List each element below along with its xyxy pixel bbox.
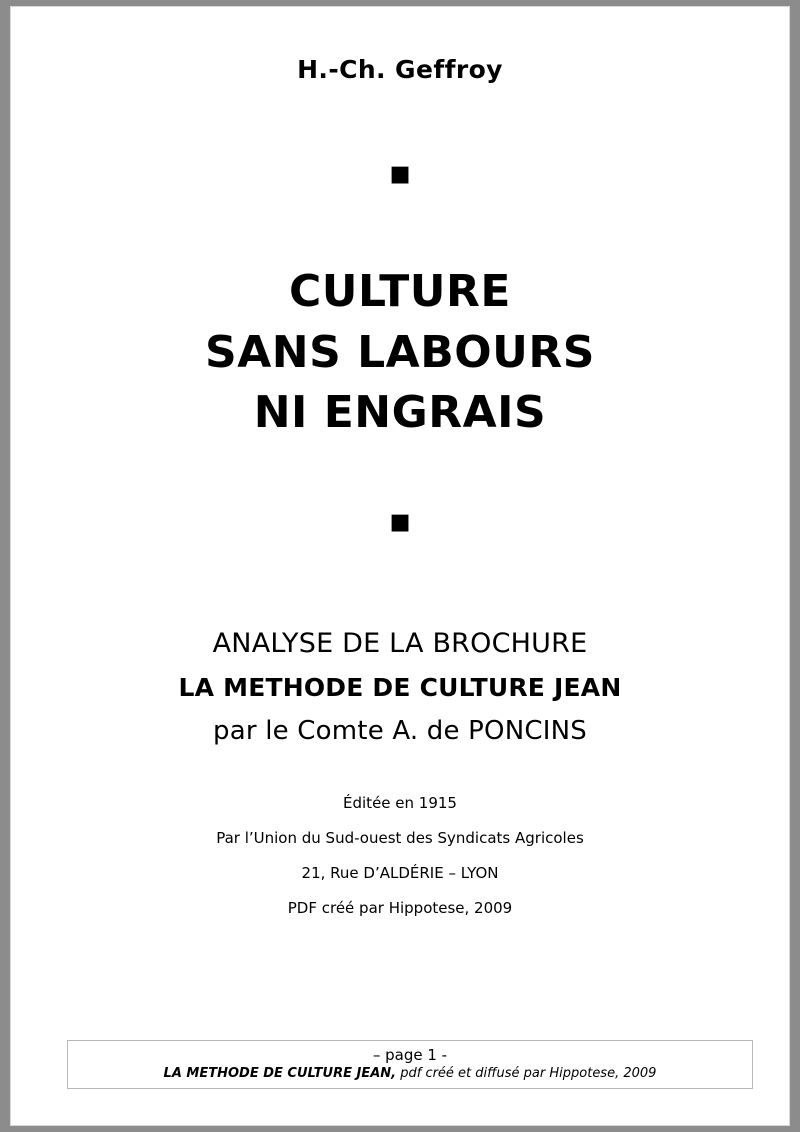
document-content bbox=[11, 7, 789, 917]
footer-source bbox=[74, 1066, 746, 1081]
imprint-block bbox=[11, 794, 789, 917]
page-title-line-3: NI ENGRAIS bbox=[253, 387, 547, 439]
page-title bbox=[11, 262, 789, 444]
subtitle-brochure-title: LA METHODE DE CULTURE JEAN bbox=[178, 673, 622, 703]
separator-dot-bottom: ▪ bbox=[388, 501, 412, 542]
subtitle-analysis-label: ANALYSE DE LA BROCHURE bbox=[212, 628, 588, 660]
imprint-line-year: Éditée en 1915 bbox=[343, 794, 457, 813]
imprint-line-publisher: Par l’Union du Sud-ouest des Syndicats Agricoles bbox=[216, 829, 584, 848]
imprint-line-pdf-credit: PDF créé par Hippotese, 2009 bbox=[287, 899, 513, 918]
page-footer bbox=[67, 1040, 753, 1089]
document-page bbox=[11, 7, 789, 1125]
footer-page-number: – page 1 - bbox=[372, 1046, 448, 1064]
footer-source-note: pdf créé et diffusé par Hippotese, 2009 bbox=[396, 1066, 657, 1081]
page-title-line-1: CULTURE bbox=[289, 266, 511, 317]
author-name: H.-Ch. Geffroy bbox=[297, 55, 503, 84]
subtitle-block bbox=[11, 628, 789, 746]
imprint-line-address: 21, Rue D’ALDÉRIE – LYON bbox=[301, 864, 499, 883]
page-title-line-2: SANS LABOURS bbox=[205, 326, 595, 378]
subtitle-brochure-author: par le Comte A. de PONCINS bbox=[213, 716, 587, 747]
separator-dot-top: ▪ bbox=[388, 153, 412, 193]
footer-source-title: LA METHODE DE CULTURE JEAN, bbox=[163, 1066, 397, 1081]
